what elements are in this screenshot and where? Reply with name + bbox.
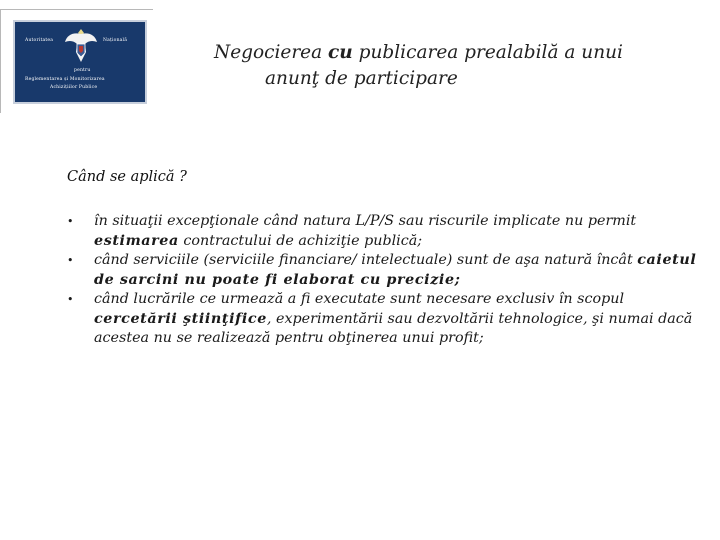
- list-item-text-end: contractului de achiziţie publică;: [178, 232, 423, 249]
- title-part-1: Negocierea: [214, 42, 329, 63]
- anrmap-logo: [13, 20, 147, 104]
- list-item-text: când lucrările ce urmează a fi executate sunt necesare exclusiv în scopul: [94, 291, 625, 307]
- eagle-coat-of-arms-icon: [63, 26, 99, 66]
- logo-text-national: Națională: [103, 38, 128, 43]
- list-item: [67, 251, 697, 290]
- list-item-emphasis: estimarea: [94, 232, 179, 249]
- logo-text-for: pentru: [74, 68, 91, 73]
- title-part-2: publicarea prealabilă a unui: [352, 42, 623, 63]
- list-item: [67, 290, 697, 349]
- slide-title: [214, 40, 694, 92]
- title-line-2: anunţ de participare: [265, 68, 458, 89]
- bullet-icon: •: [67, 254, 74, 267]
- logo-text-regulation: Reglementarea și Monitorizarea: [25, 77, 105, 82]
- corner-line-top: [0, 9, 153, 10]
- bullet-icon: •: [67, 293, 74, 306]
- list-item-text: în situaţii excepţionale când natura L/P/S sau riscurile implicate nu permit: [94, 213, 637, 229]
- list-item-emphasis: caietul de sarcini nu poate fi elaborat cu precizie;: [94, 252, 697, 288]
- section-question: Când se aplică ?: [67, 169, 187, 185]
- list-item-text: când serviciile (serviciile financiare/ intelectuale) sunt de aşa natură încât: [94, 252, 638, 268]
- bullet-icon: •: [67, 215, 74, 228]
- list-item-text-end: , experimentării sau dezvoltării tehnologice, şi numai dacă acestea nu se realizează pentru obţinerea unui profit;: [94, 310, 693, 346]
- logo-text-authority: Autoritatea: [25, 38, 54, 43]
- conditions-list: [67, 212, 697, 349]
- corner-line-left: [0, 9, 1, 113]
- title-bold-word: cu: [328, 42, 353, 63]
- logo-text-procurement: Achizițiilor Publice: [50, 85, 98, 90]
- list-item-emphasis: cercetării ştiinţifice: [94, 310, 267, 327]
- list-item: [67, 212, 697, 251]
